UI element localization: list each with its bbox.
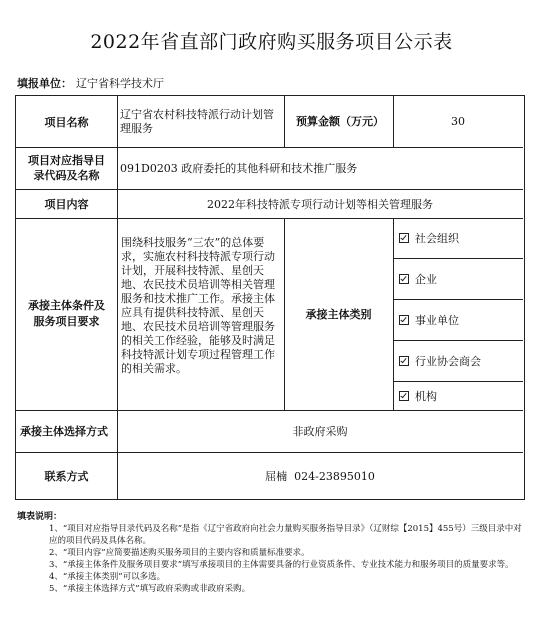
notes-title: 填表说明： [17,512,63,522]
note-item: 3、“承接主体条件及服务项目要求”填写承接项目的主体需要具备的行业资质条件、专业技术能力和服务项目的质量要求等。 [49,560,514,570]
category-option-enterprise [393,258,523,299]
category-option-public-institution [393,299,523,340]
note-item: 5、“承接主体选择方式”填写政府采购或非政府采购。 [49,584,251,594]
budget-label: 预算金额（万元） [296,115,384,128]
checkbox-checked-icon [399,233,409,243]
category-option-label: 社会组织 [415,232,459,245]
selection-value: 非政府采购 [292,425,348,438]
checkbox-checked-icon [399,315,409,325]
catalog-label: 项目对应指导目录代码及名称 [28,154,105,182]
requirements-value: 围绕科技服务“三农”的总体要求，实施农村科技特派专项行动计划，开展科技特派、星创天地、农民技术员培训等相关管理服务和技术推广工作。承接主体应具有提供科技特派、星创天地、农民技术员培训等管理服务的相关工作经验，能够及时满足科技特派计划专项过程管理工作的相关需求。 [121,236,275,375]
filler-unit [17,75,164,91]
category-option-label: 机构 [415,389,437,403]
note-item: 1、“项目对应指导目录代码及名称”是指《辽宁省政府向社会力量购买服务指导目录》（辽财综【2015】455号）三级目录中对应的项目代码及具体名称。 [49,524,522,546]
category-option-label: 事业单位 [415,313,459,327]
page-title: 2022年省直部门政府购买服务项目公示表 [90,31,453,53]
catalog-value: 091D0203 政府委托的其他科研和技术推广服务 [120,162,358,175]
category-option-label: 企业 [415,272,437,286]
disclosure-table [15,95,525,500]
content-label: 项目内容 [44,197,89,211]
checkbox-checked-icon [399,274,409,284]
requirements-label: 承接主体条件及服务项目要求 [28,299,105,328]
filler-unit-label: 填报单位： [17,77,72,90]
category-option-organization [393,381,523,410]
category-option-label: 行业协会商会 [415,354,481,368]
project-name-label: 项目名称 [44,115,89,129]
contact-label: 联系方式 [44,469,89,483]
project-name-value: 辽宁省农村科技特派行动计划管理服务 [120,107,274,135]
category-option-industry-association [393,340,523,381]
selection-label: 承接主体选择方式 [20,425,108,438]
content-value: 2022年科技特派专项行动计划等相关管理服务 [207,197,433,211]
category-label: 承接主体类别 [305,308,372,321]
checkbox-checked-icon [399,391,409,401]
note-item: 4、“承接主体类别”可以多选。 [49,572,166,582]
checkbox-checked-icon [399,356,409,366]
form-notes [17,511,529,595]
budget-value: 30 [451,115,465,128]
category-option-social-org [393,218,523,258]
filler-unit-value: 辽宁省科学技术厅 [76,77,164,90]
contact-value: 屈楠 024-23895010 [265,469,375,483]
note-item: 2、“项目内容”应简要描述购买服务项目的主要内容和质量标准要求。 [49,548,310,558]
